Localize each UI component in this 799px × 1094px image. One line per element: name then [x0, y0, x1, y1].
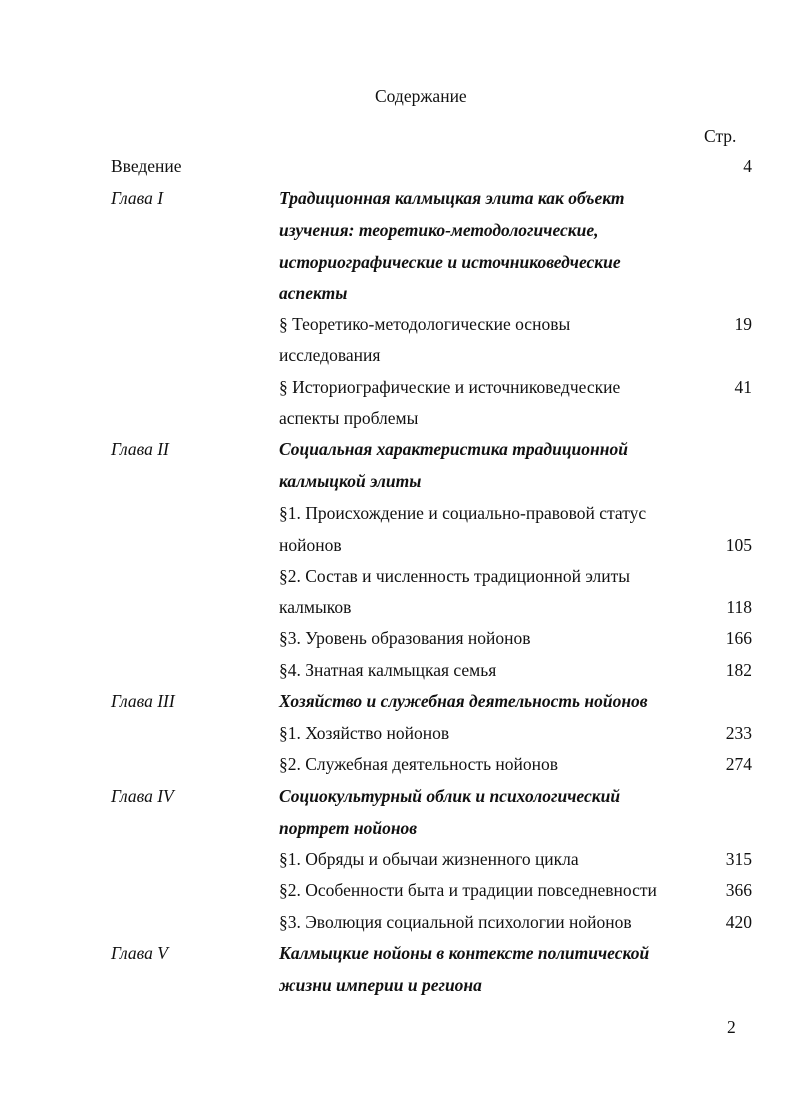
chapter-5-heading: жизни империи и региона — [279, 975, 482, 995]
section-4-1-page: 315 — [725, 849, 752, 869]
section-2-3: §3. Уровень образования нойонов — [279, 628, 531, 648]
section-1-2: аспекты проблемы — [279, 408, 419, 428]
section-2-1-page: 105 — [725, 535, 752, 555]
chapter-5-heading: Калмыцкие нойоны в контексте политической — [279, 943, 650, 963]
section-2-1: §1. Происхождение и социально-правовой статус — [279, 503, 647, 523]
section-2-1: нойонов — [279, 535, 342, 555]
section-2-2-page: 118 — [726, 597, 752, 617]
chapter-1-heading: историографические и источниковедческие — [279, 252, 621, 272]
section-2-3-page: 166 — [725, 628, 752, 648]
chapter-1-heading: изучения: теоретико-методологические, — [279, 220, 599, 240]
chapter-1-heading: аспекты — [279, 283, 348, 303]
chapter-3-heading: Хозяйство и служебная деятельность нойонов — [279, 691, 648, 711]
section-1-1: § Теоретико-методологические основы — [279, 314, 571, 334]
section-2-4: §4. Знатная калмыцкая семья — [279, 660, 497, 680]
section-4-2: §2. Особенности быта и традиции повседневности — [279, 880, 657, 900]
chapter-3-label: Глава III — [111, 691, 175, 711]
section-3-1: §1. Хозяйство нойонов — [279, 723, 450, 743]
toc-intro-page: 4 — [743, 156, 752, 176]
chapter-4-heading: Социокультурный облик и психологический — [279, 786, 621, 806]
chapter-2-label: Глава II — [111, 439, 169, 459]
chapter-4-heading: портрет нойонов — [279, 818, 418, 838]
section-3-1-page: 233 — [725, 723, 752, 743]
page-column-label: Стр. — [704, 126, 737, 146]
section-1-1-page: 19 — [734, 314, 752, 334]
section-4-1: §1. Обряды и обычаи жизненного цикла — [279, 849, 579, 869]
section-2-2: калмыков — [279, 597, 352, 617]
chapter-5-label: Глава V — [111, 943, 168, 963]
section-1-1: исследования — [279, 345, 381, 365]
chapter-1-heading: Традиционная калмыцкая элита как объект — [279, 188, 625, 208]
section-2-4-page: 182 — [725, 660, 752, 680]
section-1-2-page: 41 — [734, 377, 752, 397]
chapter-2-heading: калмыцкой элиты — [279, 471, 422, 491]
toc-intro-label: Введение — [111, 156, 182, 176]
chapter-1-label: Глава I — [111, 188, 164, 208]
section-1-2: § Историографические и источниковедческие — [279, 377, 621, 397]
chapter-4-label: Глава IV — [111, 786, 174, 806]
section-4-2-page: 366 — [725, 880, 752, 900]
section-3-2: §2. Служебная деятельность нойонов — [279, 754, 559, 774]
page-title: Содержание — [375, 86, 467, 106]
section-3-2-page: 274 — [725, 754, 752, 774]
section-2-2: §2. Состав и численность традиционной элиты — [279, 566, 631, 586]
section-4-3: §3. Эволюция социальной психологии нойонов — [279, 912, 632, 932]
chapter-2-heading: Социальная характеристика традиционной — [279, 439, 628, 459]
section-4-3-page: 420 — [725, 912, 752, 932]
footer-page-number: 2 — [727, 1017, 736, 1037]
